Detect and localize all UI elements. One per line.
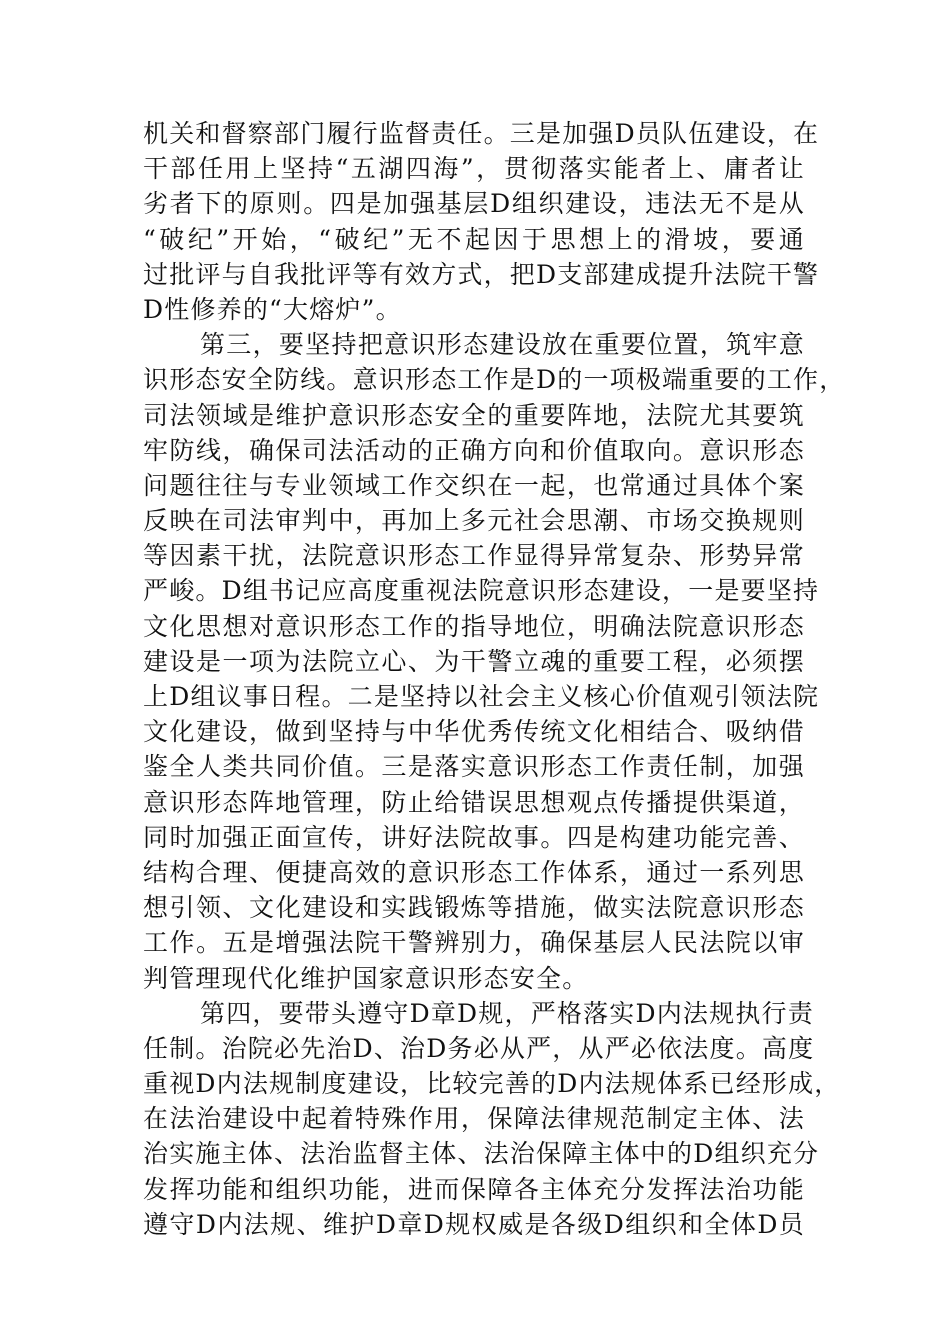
text-line: 建设是一项为法院立心、为干警立魂的重要工程，必须摆: [143, 646, 805, 676]
paragraph-start-line: 第三，要坚持把意识形态建设放在重要位置，筑牢意: [200, 330, 805, 360]
text-line: 工作。五是增强法院干警辨别力，确保基层人民法院以审: [143, 928, 805, 958]
text-line: 治实施主体、法治监督主体、法治保障主体中的D组织充分: [143, 1139, 820, 1169]
text-line: 劣者下的原则。四是加强基层D组织建设，违法无不是从: [143, 189, 805, 219]
text-line: 发挥功能和组织功能，进而保障各主体充分发挥法治功能: [143, 1174, 805, 1204]
text-line: 司法领域是维护意识形态安全的重要阵地，法院尤其要筑: [143, 400, 805, 430]
text-line: 上D组议事日程。二是坚持以社会主义核心价值观引领法院: [143, 682, 820, 711]
text-line: 鉴全人类共同价值。三是落实意识形态工作责任制，加强: [143, 752, 805, 782]
text-line: 在法治建设中起着特殊作用，保障法律规范制定主体、法: [143, 1104, 805, 1134]
text-line: 文化建设，做到坚持与中华优秀传统文化相结合、吸纳借: [143, 717, 805, 747]
document-body: [143, 116, 846, 1242]
text-line: 文化思想对意识形态工作的指导地位，明确法院意识形态: [143, 611, 805, 641]
text-line: 等因素干扰，法院意识形态工作显得异常复杂、形势异常: [143, 541, 805, 571]
text-line: 遵守D内法规、维护D章D规权威是各级D组织和全体D员: [143, 1209, 805, 1239]
text-line: 问题往往与专业领域工作交织在一起，也常通过具体个案: [143, 470, 805, 500]
text-line: 机关和督察部门履行监督责任。三是加强D员队伍建设，在: [143, 119, 820, 148]
text-line: 结构合理、便捷高效的意识形态工作体系，通过一系列思: [143, 857, 805, 887]
text-line: 反映在司法审判中，再加上多元社会思潮、市场交换规则: [143, 506, 805, 536]
text-line: “破纪”开始，“破纪”无不起因于思想上的滑坡，要通: [143, 224, 805, 254]
text-line: 干部任用上坚持“五湖四海”，贯彻落实能者上、庸者让: [143, 154, 805, 184]
text-line: 严峻。D组书记应高度重视法院意识形态建设，一是要坚持: [143, 576, 820, 606]
text-line: 识形态安全防线。意识形态工作是D的一项极端重要的工作，: [143, 365, 846, 395]
text-line: 想引领、文化建设和实践锻炼等措施，做实法院意识形态: [143, 893, 805, 923]
text-line: D性修养的“大熔炉”。: [143, 294, 402, 324]
text-line: 判管理现代化维护国家意识形态安全。: [143, 963, 589, 993]
paragraph-start-line: 第四，要带头遵守D章D规，严格落实D内法规执行责: [200, 998, 814, 1028]
text-line: 意识形态阵地管理，防止给错误思想观点传播提供渠道，: [143, 787, 805, 817]
text-line: 牢防线，确保司法活动的正确方向和价值取向。意识形态: [143, 435, 805, 465]
text-line: 重视D内法规制度建设，比较完善的D内法规体系已经形成，: [143, 1069, 841, 1099]
text-line: 任制。治院必先治D、治D务必从严，从严必依法度。高度: [143, 1033, 815, 1063]
text-line: 同时加强正面宣传，讲好法院故事。四是构建功能完善、: [143, 822, 805, 852]
text-line: 过批评与自我批评等有效方式，把D支部建成提升法院干警: [143, 259, 820, 289]
